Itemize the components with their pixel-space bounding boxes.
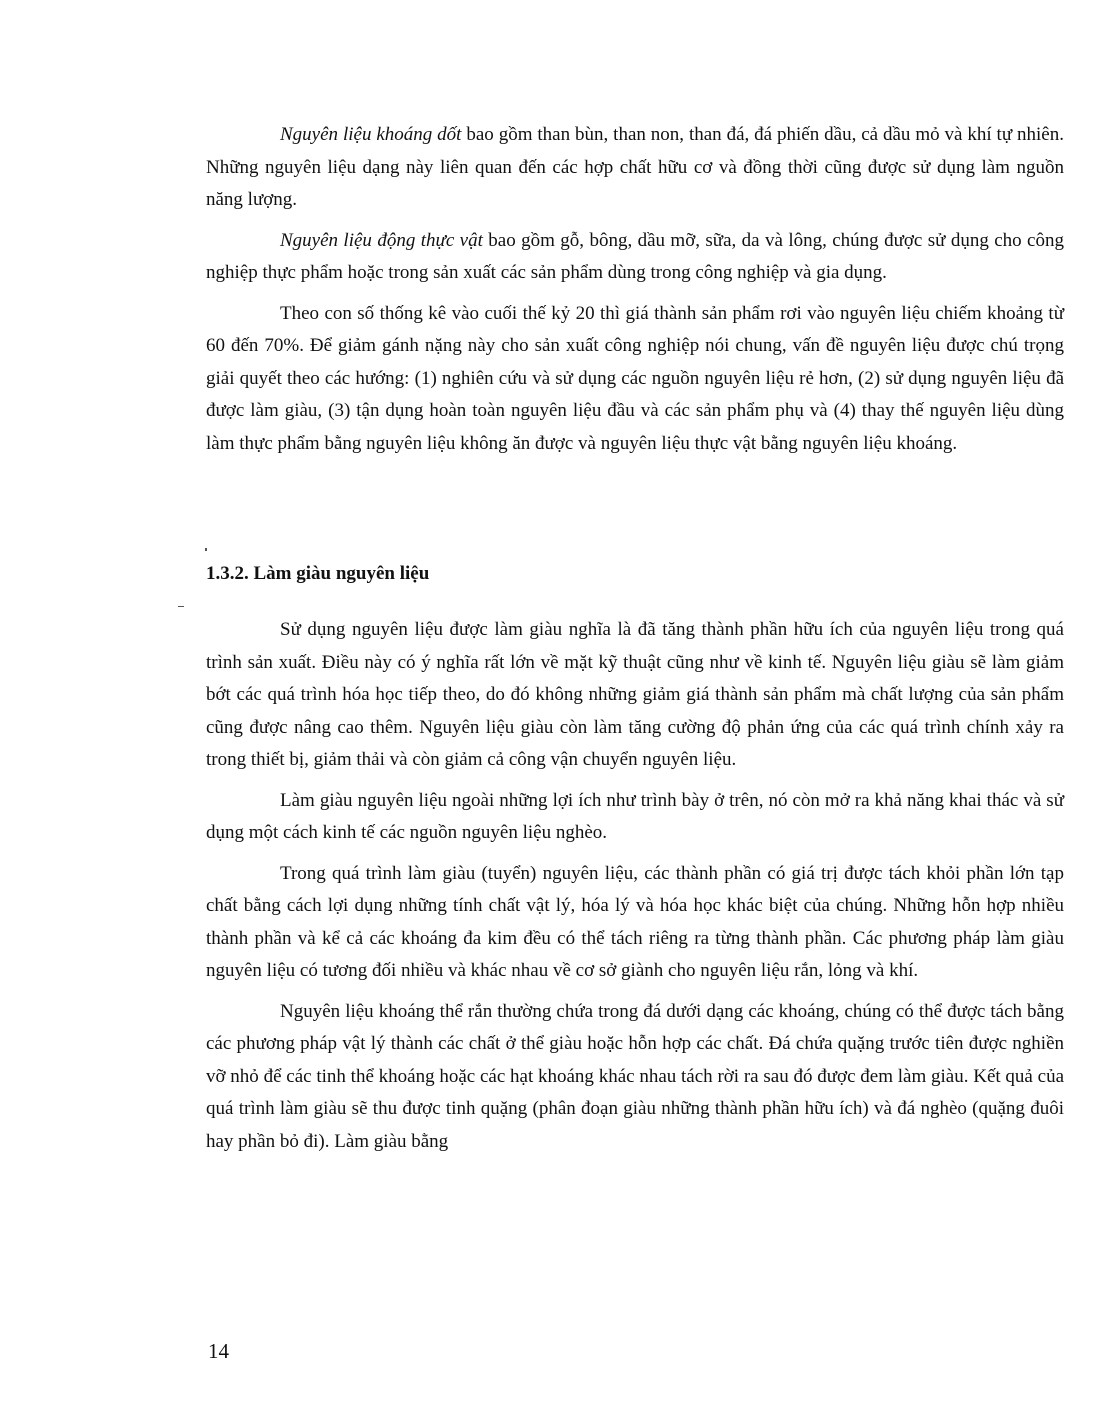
section-heading: 1.3.2. Làm giàu nguyên liệu bbox=[206, 563, 430, 584]
paragraph-enrichment-benefits: Sử dụng nguyên liệu được làm giàu nghĩa là đã tăng thành phần hữu ích của nguyên liệu trong quá trình sản xuất. Điều này có ý nghĩa rất lớn về mặt kỹ thuật cũng như về kinh tế. Nguyên liệu giàu sẽ làm giảm bớt các quá trình hóa học tiếp theo, do đó không những giảm giá thành sản phẩm mà chất lượng của sản phẩm cũng được nâng cao thêm. Nguyên liệu giàu còn làm tăng cường độ phản ứng của các quá trình chính xảy ra trong thiết bị, giảm thải và còn giảm cả công vận chuyển nguyên liệu. bbox=[206, 619, 1064, 770]
paragraph-plant-animal-materials bbox=[206, 225, 1064, 290]
page-number: 14 bbox=[208, 1339, 229, 1363]
paragraph-text: bao gồm gỗ, bông, dầu mỡ, sữa, da và lông, chúng được sử dụng cho công nghiệp thực phẩm hoặc trong sản xuất các sản phẩm dùng trong công nghiệp và gia dụng. bbox=[206, 229, 1064, 283]
body-text-bottom bbox=[206, 614, 1064, 1158]
term-fossil-materials: Nguyên liệu khoáng dốt bbox=[280, 124, 462, 145]
paragraph-text: Theo con số thống kê vào cuối thế kỷ 20 thì giá thành sản phẩm rơi vào nguyên liệu chiếm khoảng từ 60 đến 70%. Để giảm gánh nặng này cho sản xuất công nghiệp nói chung, vấn đề nguyên liệu được chú trọng giải quyết theo các hướng: (1) nghiên cứu và sử dụng các nguồn nguyên liệu rẻ hơn, (2) sử dụng nguyên liệu đã được làm giàu, (3) tận dụng hoàn toàn nguyên liệu đầu và các sản phẩm phụ và (4) thay thế nguyên liệu dùng làm thực phẩm bằng nguyên liệu không ăn được và nguyên liệu thực vật bằng nguyên liệu khoáng. bbox=[206, 302, 1064, 454]
paragraph-fossil-materials bbox=[206, 119, 1064, 217]
paragraph-separation-methods: Trong quá trình làm giàu (tuyển) nguyên liệu, các thành phần có giá trị được tách khỏi phần lớn tạp chất bằng cách lợi dụng những tính chất vật lý, hóa lý và hóa học khác biệt của chúng. Những hỗn hợp nhiều thành phần và kể cả các khoáng đa kim đều có thể tách riêng ra từng thành phần. Các phương pháp làm giàu nguyên liệu có tương đối nhiều và khác nhau về cơ sở giành cho nguyên liệu rắn, lỏng và khí. bbox=[206, 862, 1064, 981]
paragraph-poor-resources: Làm giàu nguyên liệu ngoài những lợi ích như trình bày ở trên, nó còn mở ra khả năng khai thác và sử dụng một cách kinh tế các nguồn nguyên liệu nghèo. bbox=[206, 789, 1064, 843]
scan-artifact-mark bbox=[178, 606, 184, 607]
body-text-top bbox=[206, 119, 1064, 460]
term-plant-animal-materials: Nguyên liệu động thực vật bbox=[280, 229, 483, 251]
paragraph-solid-ore: Nguyên liệu khoáng thể rắn thường chứa trong đá dưới dạng các khoáng, chúng có thể được tách bằng các phương pháp vật lý thành các chất ở thể giàu hoặc hỗn hợp các chất. Đá chứa quặng trước tiên được nghiền vỡ nhỏ để các tinh thể khoáng hoặc các hạt khoáng khác nhau tách rời ra sau đó được đem làm giàu. Kết quả của quá trình làm giàu sẽ thu được tinh quặng (phân đoạn giàu những thành phần hữu ích) và đá nghèo (quặng đuôi hay phần bỏ đi). Làm giàu bằng bbox=[206, 1000, 1064, 1152]
scan-artifact-dot bbox=[205, 548, 207, 551]
paragraph-text: bao gồm than bùn, than non, than đá, đá phiến dầu, cả dầu mỏ và khí tự nhiên. Những nguyên liệu dạng này liên quan đến các hợp chất hữu cơ và đồng thời cũng được sử dụng làm nguồn năng lượng. bbox=[206, 124, 1064, 210]
paragraph-statistics bbox=[206, 298, 1064, 461]
